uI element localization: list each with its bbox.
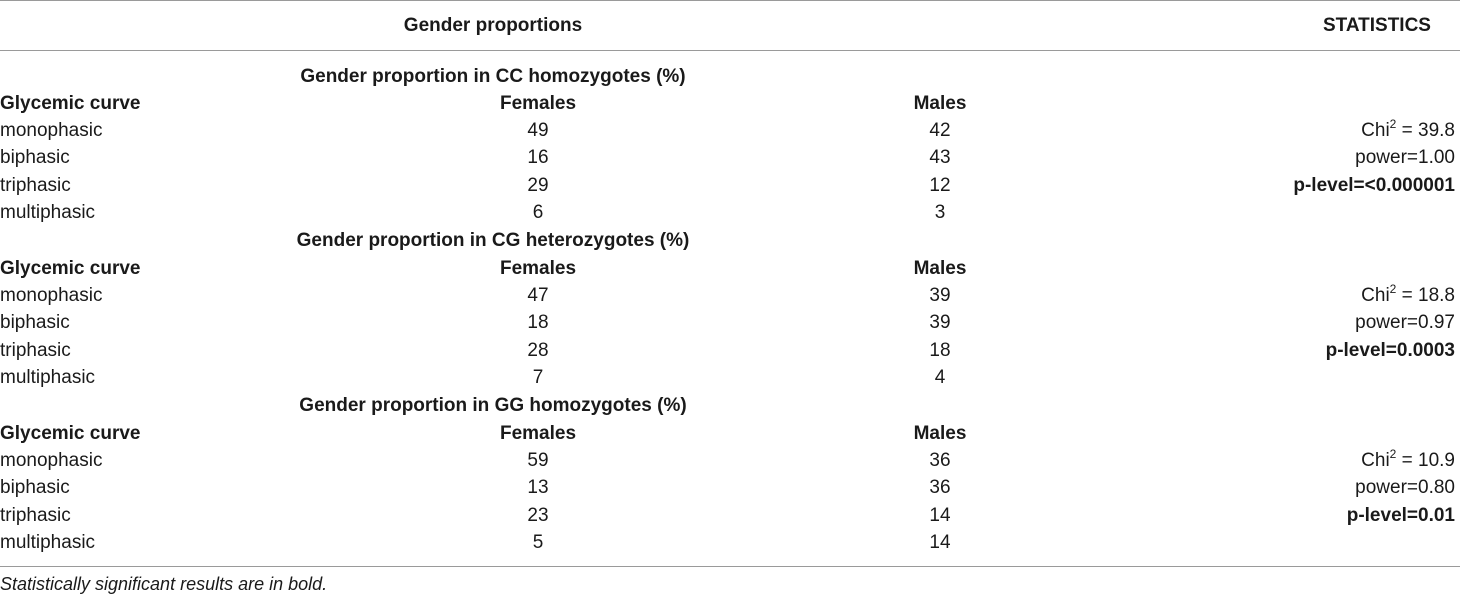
males-cell: 14 <box>929 532 951 553</box>
males-cell: 39 <box>929 312 951 333</box>
bottom-rule <box>0 566 1460 567</box>
curve-cell: triphasic <box>0 340 71 361</box>
header-rule <box>0 50 1460 51</box>
power-stat: power=0.97 <box>1355 312 1455 333</box>
table-footnote: Statistically significant results are in bold. <box>0 574 328 594</box>
col-header-males: Males <box>913 258 967 279</box>
curve-cell: monophasic <box>0 120 103 141</box>
females-cell: 6 <box>532 202 544 223</box>
chi-value: = 18.8 <box>1396 285 1455 306</box>
col-header-glycemic-curve: Glycemic curve <box>0 423 141 444</box>
table-row <box>0 309 1460 337</box>
chi-square-stat <box>1361 117 1455 145</box>
chi-value: = 39.8 <box>1396 120 1455 141</box>
females-cell: 5 <box>532 532 544 553</box>
table-row <box>0 474 1460 502</box>
col-header-females: Females <box>499 258 577 279</box>
females-cell: 23 <box>527 505 549 526</box>
chi-value: = 10.9 <box>1396 450 1455 471</box>
power-stat: power=0.80 <box>1355 477 1455 498</box>
chi-superscript: 2 <box>1389 116 1397 131</box>
chi-superscript: 2 <box>1389 446 1397 461</box>
males-cell: 14 <box>929 505 951 526</box>
males-cell: 18 <box>929 340 951 361</box>
curve-cell: monophasic <box>0 285 103 306</box>
col-header-males: Males <box>913 423 967 444</box>
col-header-females: Females <box>499 423 577 444</box>
p-level-stat: p-level=0.01 <box>1346 505 1455 526</box>
males-cell: 39 <box>929 285 951 306</box>
chi-square-stat <box>1361 447 1455 475</box>
group-title-gg: Gender proportion in GG homozygotes (%) <box>299 395 687 416</box>
table-row <box>0 144 1460 172</box>
chi-label: Chi <box>1361 120 1390 141</box>
group-title-cg: Gender proportion in CG heterozygotes (%) <box>296 230 690 251</box>
table-row <box>0 282 1460 310</box>
females-cell: 18 <box>527 312 549 333</box>
curve-cell: multiphasic <box>0 367 96 388</box>
column-header-row <box>0 90 1460 118</box>
col-header-females: Females <box>499 93 577 114</box>
header-gender-proportions: Gender proportions <box>403 15 583 36</box>
col-header-glycemic-curve: Glycemic curve <box>0 93 141 114</box>
column-header-row <box>0 255 1460 283</box>
chi-superscript: 2 <box>1389 281 1397 296</box>
females-cell: 59 <box>527 450 549 471</box>
males-cell: 4 <box>934 367 946 388</box>
p-level-stat: p-level=<0.000001 <box>1293 175 1455 196</box>
curve-cell: multiphasic <box>0 202 96 223</box>
column-header-row <box>0 420 1460 448</box>
curve-cell: monophasic <box>0 450 103 471</box>
curve-cell: biphasic <box>0 312 70 333</box>
males-cell: 36 <box>929 450 951 471</box>
females-cell: 7 <box>532 367 544 388</box>
males-cell: 12 <box>929 175 951 196</box>
males-cell: 42 <box>929 120 951 141</box>
males-cell: 3 <box>934 202 946 223</box>
table-row <box>0 529 1460 557</box>
table-row <box>0 117 1460 145</box>
top-rule <box>0 0 1460 1</box>
females-cell: 28 <box>527 340 549 361</box>
curve-cell: triphasic <box>0 175 71 196</box>
table-row <box>0 502 1460 530</box>
group-title-row <box>0 63 1460 91</box>
males-cell: 43 <box>929 147 951 168</box>
table-row <box>0 172 1460 200</box>
chi-square-stat <box>1361 282 1455 310</box>
chi-label: Chi <box>1361 450 1390 471</box>
females-cell: 29 <box>527 175 549 196</box>
power-stat: power=1.00 <box>1355 147 1455 168</box>
females-cell: 16 <box>527 147 549 168</box>
group-title-row <box>0 227 1460 255</box>
table-row <box>0 447 1460 475</box>
col-header-glycemic-curve: Glycemic curve <box>0 258 141 279</box>
females-cell: 47 <box>527 285 549 306</box>
table-row <box>0 199 1460 227</box>
curve-cell: triphasic <box>0 505 71 526</box>
males-cell: 36 <box>929 477 951 498</box>
col-header-males: Males <box>913 93 967 114</box>
table-row <box>0 364 1460 392</box>
females-cell: 13 <box>527 477 549 498</box>
p-level-stat: p-level=0.0003 <box>1325 340 1455 361</box>
table-row <box>0 337 1460 365</box>
group-title-row <box>0 392 1460 420</box>
group-title-cc: Gender proportion in CC homozygotes (%) <box>300 66 686 87</box>
curve-cell: biphasic <box>0 477 70 498</box>
females-cell: 49 <box>527 120 549 141</box>
chi-label: Chi <box>1361 285 1390 306</box>
curve-cell: multiphasic <box>0 532 96 553</box>
header-statistics: STATISTICS <box>1322 15 1431 36</box>
curve-cell: biphasic <box>0 147 70 168</box>
